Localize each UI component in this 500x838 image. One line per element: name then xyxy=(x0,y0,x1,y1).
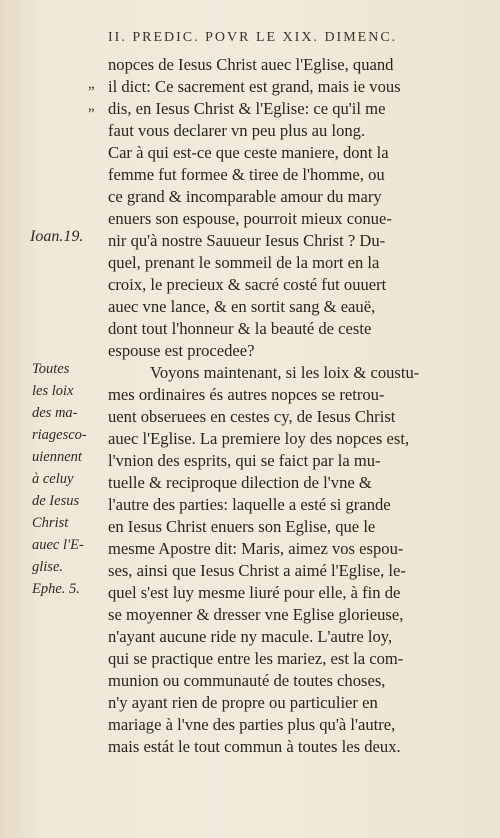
text-line: mariage à l'vne des parties plus qu'à l'autre, xyxy=(108,715,396,734)
text-line: nir qu'à nostre Sauueur Iesus Christ ? Du- xyxy=(108,231,386,250)
margin-note-line: uiennent xyxy=(32,449,82,465)
text-line: l'autre des parties: laquelle a esté si grande xyxy=(108,495,391,514)
text-line: quel s'est luy mesme liuré pour elle, à fin de xyxy=(108,583,401,602)
text-line: mesme Apostre dit: Maris, aimez vos espou- xyxy=(108,539,404,558)
margin-note-line: Ephe. 5. xyxy=(32,581,80,597)
margin-note-line: de Iesus xyxy=(32,493,80,509)
text-line: Voyons maintenant, si les loix & coustu- xyxy=(150,363,420,382)
text-line: femme fut formee & tiree de l'homme, ou xyxy=(108,165,385,184)
text-line: uent obseruees en cestes cy, de Iesus Christ xyxy=(108,407,396,426)
text-line: nopces de Iesus Christ auec l'Eglise, quand xyxy=(108,55,394,74)
margin-reference: Ioan.19. xyxy=(30,228,84,245)
text-line: n'y ayant rien de propre ou particulier en xyxy=(108,693,378,712)
running-header: II. PREDIC. POVR LE XIX. DIMENC. xyxy=(108,30,398,45)
margin-note-line: Christ xyxy=(32,515,69,531)
text-line: ses, ainsi que Iesus Christ a aimé l'Eglise, le- xyxy=(108,561,406,580)
text-line: mais estát le tout commun à toutes les deux. xyxy=(108,737,401,756)
text-line: dis, en Iesus Christ & l'Eglise: ce qu'il me xyxy=(108,99,386,118)
text-line: espouse est procedee? xyxy=(108,341,255,360)
text-line: il dict: Ce sacrement est grand, mais ie vous xyxy=(108,77,401,96)
margin-note-line: les loix xyxy=(32,383,74,399)
quote-mark: „ xyxy=(88,98,95,114)
margin-note-line: Toutes xyxy=(32,361,70,377)
margin-note-line: riagesco- xyxy=(32,427,87,443)
text-line: n'ayant aucune ride ny macule. L'autre loy, xyxy=(108,627,393,646)
margin-note-line: auec l'E- xyxy=(32,537,84,553)
margin-note-line: des ma- xyxy=(32,405,78,421)
text-line: se moyenner & dresser vne Eglise glorieuse, xyxy=(108,605,404,624)
text-line: croix, le precieux & sacré costé fut ouuert xyxy=(108,275,387,294)
text-line: enuers son espouse, pourroit mieux conue- xyxy=(108,209,392,228)
text-line: mes ordinaires és autres nopces se retrou- xyxy=(108,385,385,404)
margin-note-line: glise. xyxy=(32,559,64,575)
text-line: faut vous declarer vn peu plus au long. xyxy=(108,121,366,140)
text-line: tuelle & reciproque dilection de l'vne & xyxy=(108,473,372,492)
text-line: l'vnion des esprits, qui se faict par la mu- xyxy=(108,451,381,470)
text-line: qui se practique entre les mariez, est la com- xyxy=(108,649,404,668)
quote-mark: „ xyxy=(88,76,95,92)
text-line: auec l'Eglise. La premiere loy des nopces est, xyxy=(108,429,410,448)
text-line: quel, prenant le sommeil de la mort en la xyxy=(108,253,380,272)
text-line: dont tout l'honneur & la beauté de ceste xyxy=(108,319,372,338)
text-line: en Iesus Christ enuers son Eglise, que le xyxy=(108,517,376,536)
text-line: ce grand & incomparable amour du mary xyxy=(108,187,382,206)
text-line: munion ou communauté de toutes choses, xyxy=(108,671,386,690)
text-line: auec vne lance, & en sortit sang & eauë, xyxy=(108,297,376,316)
margin-note-line: à celuy xyxy=(32,471,74,487)
text-line: Car à qui est-ce que ceste maniere, dont la xyxy=(108,143,389,162)
